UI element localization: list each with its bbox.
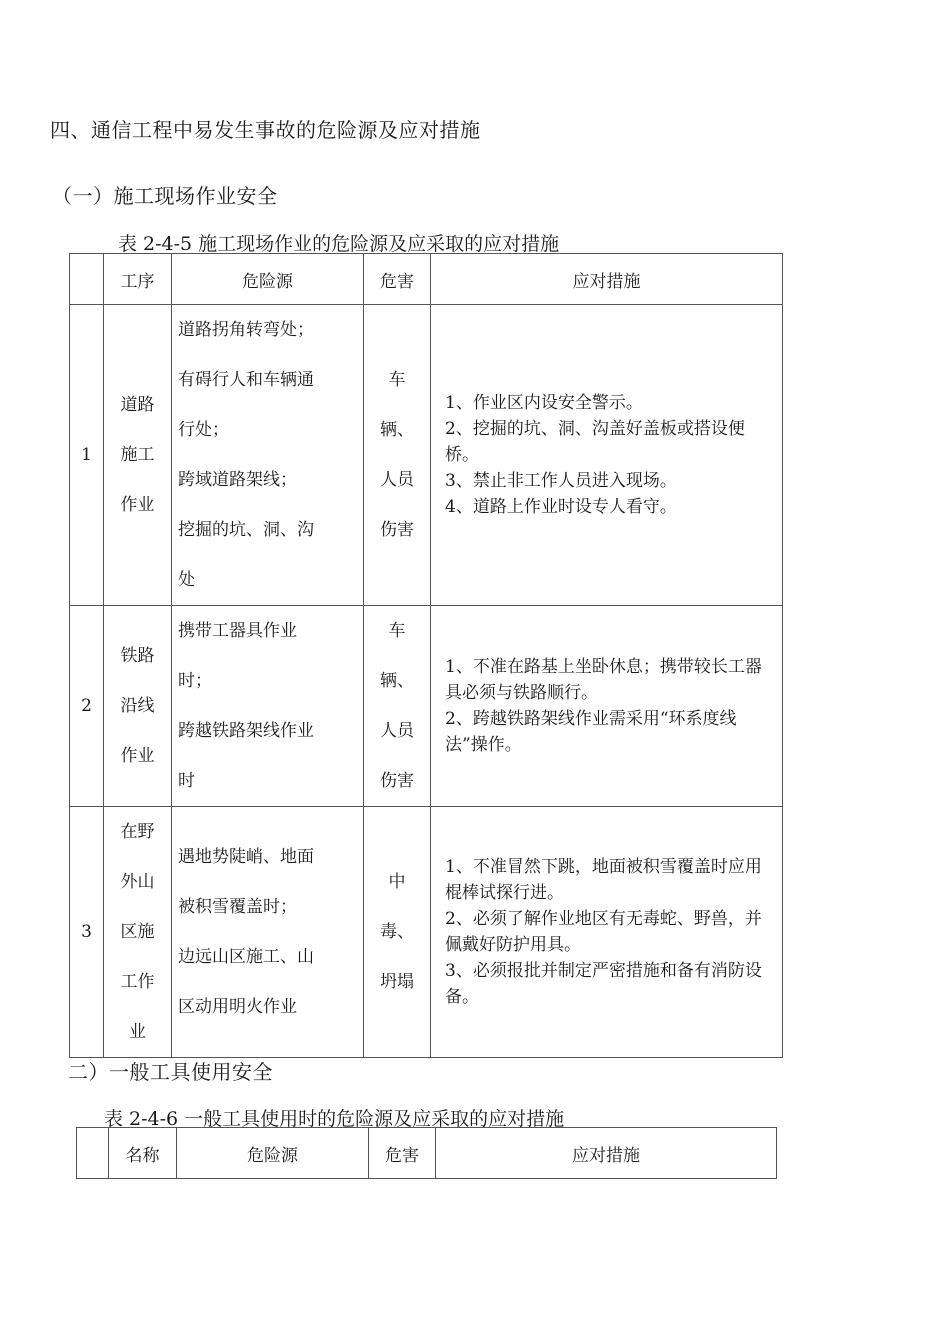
harm-line: 人员 (380, 721, 414, 741)
table2-header-name: 名称 (109, 1128, 177, 1179)
row-harm (364, 606, 431, 807)
table1-header-measures: 应对措施 (431, 254, 783, 305)
process-line: 沿线 (120, 696, 155, 716)
hazard-line: 行处； (178, 420, 229, 440)
hazard-line: 挖掘的坑、洞、沟 (178, 520, 314, 540)
table1-header-hazard: 危险源 (172, 254, 364, 305)
measure-line: 2、挖掘的坑、洞、沟盖好盖板或搭设便桥。 (445, 419, 745, 465)
process-line: 在野 (120, 822, 155, 842)
row-measures (431, 606, 783, 807)
measure-line: 1、不准在路基上坐卧休息；携带较长工器具必须与铁路顺行。 (445, 657, 762, 703)
table1-header-no (70, 254, 104, 305)
measure-line: 2、跨越铁路架线作业需采用“环系度线法”操作。 (445, 709, 737, 755)
row-process (104, 807, 172, 1058)
hazard-line: 被积雪覆盖时； (178, 897, 297, 917)
hazard-line: 处 (178, 570, 195, 590)
row-hazards (172, 807, 364, 1058)
hazard-line: 跨越铁路架线作业 (178, 721, 314, 741)
hazard-line: 有碍行人和车辆通 (178, 370, 314, 390)
table2-caption: 表 2-4-6 一般工具使用时的危险源及应采取的应对措施 (104, 1108, 565, 1130)
row-process (104, 606, 172, 807)
harm-line: 车 (388, 621, 406, 641)
table-row (70, 606, 783, 807)
table2-header-hazard: 危险源 (177, 1128, 369, 1179)
row-harm (364, 305, 431, 606)
subsection-title-1: （一）施工现场作业安全 (52, 184, 278, 208)
process-line: 施工 (120, 445, 155, 465)
measure-line: 1、不准冒然下跳，地面被积雪覆盖时应用棍棒试探行进。 (445, 857, 762, 903)
hazard-line: 时； (178, 671, 212, 691)
hazard-line: 道路拐角转弯处； (178, 320, 314, 340)
table2-header-row (77, 1128, 777, 1179)
hazard-line: 边远山区施工、山 (178, 947, 314, 967)
harm-line: 伤害 (380, 520, 414, 540)
hazard-line: 遇地势陡峭、地面 (178, 847, 314, 867)
table-row (70, 807, 783, 1058)
measure-line: 4、道路上作业时设专人看守。 (445, 497, 677, 517)
row-process (104, 305, 172, 606)
row-number: 1 (70, 305, 104, 606)
process-line: 区施 (120, 922, 155, 942)
row-number: 2 (70, 606, 104, 807)
harm-line: 伤害 (380, 771, 414, 791)
process-line: 铁路 (120, 646, 155, 666)
table2 (76, 1127, 777, 1179)
measure-line: 3、必须报批并制定严密措施和备有消防设备。 (445, 961, 762, 1007)
row-hazards (172, 305, 364, 606)
hazard-line: 时 (178, 771, 195, 791)
table1-header-process: 工序 (104, 254, 172, 305)
table2-header-no (77, 1128, 109, 1179)
hazard-line: 区动用明火作业 (178, 997, 297, 1017)
table1 (69, 253, 783, 1058)
harm-line: 中 (388, 872, 406, 892)
process-line: 作业 (120, 495, 155, 515)
row-hazards (172, 606, 364, 807)
table1-header-row (70, 254, 783, 305)
table1-caption: 表 2-4-5 施工现场作业的危险源及应采取的应对措施 (118, 233, 560, 255)
harm-line: 坍塌 (380, 972, 414, 992)
row-number: 3 (70, 807, 104, 1058)
row-measures (431, 807, 783, 1058)
row-measures (431, 305, 783, 606)
hazard-line: 携带工器具作业 (178, 621, 297, 641)
table1-header-harm: 危害 (364, 254, 431, 305)
process-line: 作业 (120, 746, 155, 766)
harm-line: 辆、 (380, 671, 414, 691)
measure-line: 1、作业区内设安全警示。 (445, 393, 643, 413)
table-row (70, 305, 783, 606)
harm-line: 毒、 (380, 922, 414, 942)
table2-header-measures: 应对措施 (436, 1128, 777, 1179)
hazard-line: 跨域道路架线； (178, 470, 297, 490)
harm-line: 车 (388, 370, 406, 390)
subsection-title-2: 二）一般工具使用安全 (68, 1060, 273, 1084)
measure-line: 2、必须了解作业地区有无毒蛇、野兽，并佩戴好防护用具。 (445, 909, 762, 955)
harm-line: 辆、 (380, 420, 414, 440)
section-title: 四、通信工程中易发生事故的危险源及应对措施 (50, 118, 481, 142)
table2-header-harm: 危害 (369, 1128, 436, 1179)
harm-line: 人员 (380, 470, 414, 490)
process-line: 工作 (120, 972, 155, 992)
process-line: 道路 (120, 395, 155, 415)
row-harm (364, 807, 431, 1058)
measure-line: 3、禁止非工作人员进入现场。 (445, 471, 677, 491)
process-line: 业 (129, 1022, 146, 1042)
process-line: 外山 (120, 872, 155, 892)
